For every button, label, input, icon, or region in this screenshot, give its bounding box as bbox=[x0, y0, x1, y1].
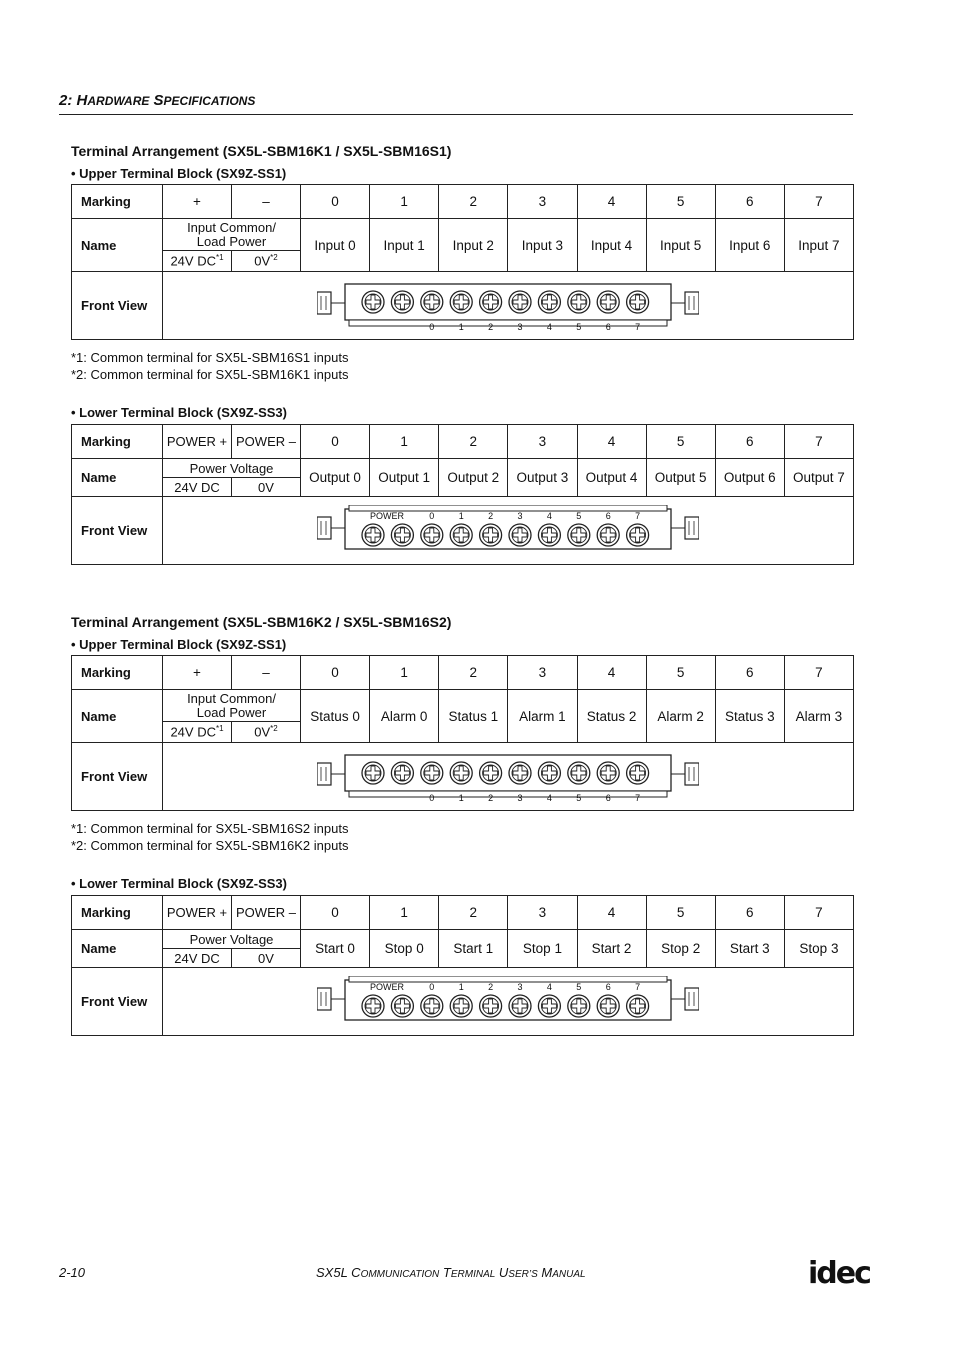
marking-cell: 4 bbox=[577, 185, 646, 219]
block-base bbox=[349, 320, 667, 326]
marking-cell: 5 bbox=[646, 656, 715, 690]
marking-label: Marking bbox=[72, 425, 163, 459]
common-name: Input Common/ Load Power bbox=[163, 219, 301, 251]
power-minus-marking: POWER – bbox=[232, 896, 301, 930]
terminal-number-label: 1 bbox=[458, 321, 464, 332]
name-cell: Output 0 bbox=[301, 459, 370, 497]
marking-cell: 6 bbox=[715, 656, 784, 690]
power-label: POWER bbox=[369, 981, 405, 992]
terminal-number-label: 1 bbox=[458, 510, 464, 521]
name-cell: Output 3 bbox=[508, 459, 577, 497]
terminal-number-label: 2 bbox=[488, 510, 494, 521]
idec-logo: idec bbox=[808, 1256, 870, 1291]
name-cell: Output 1 bbox=[370, 459, 439, 497]
marking-cell: 0 bbox=[301, 425, 370, 459]
front-view-label: Front View bbox=[72, 968, 163, 1036]
terminal-number-label: 4 bbox=[546, 792, 552, 803]
marking-cell: 2 bbox=[439, 896, 508, 930]
section2-title: Terminal Arrangement (SX5L-SBM16K2 / SX5L-SBM16S2) bbox=[71, 614, 452, 630]
marking-cell: 5 bbox=[646, 896, 715, 930]
name-cell: Output 4 bbox=[577, 459, 646, 497]
front-view-cell bbox=[163, 743, 854, 811]
name-cell: Input 4 bbox=[577, 219, 646, 272]
terminal-number-label: 0 bbox=[429, 510, 435, 521]
name-cell: Input 0 bbox=[301, 219, 370, 272]
name-cell: Output 7 bbox=[784, 459, 853, 497]
marking-cell: 7 bbox=[784, 896, 853, 930]
plus-name: 24V DC$^{*1}$ bbox=[163, 251, 232, 272]
terminal-number-label: 0 bbox=[429, 321, 435, 332]
power-plus-marking: POWER + bbox=[163, 425, 232, 459]
front-view-label: Front View bbox=[72, 497, 163, 565]
terminal-number-label: 6 bbox=[605, 510, 611, 521]
terminal-number-label: 7 bbox=[635, 792, 641, 803]
terminal-number-label: 4 bbox=[546, 321, 552, 332]
common-name: Power Voltage bbox=[163, 930, 301, 949]
marking-cell: 6 bbox=[715, 185, 784, 219]
end-clip bbox=[317, 292, 331, 314]
marking-cell: 0 bbox=[301, 896, 370, 930]
terminal-number-label: 5 bbox=[576, 792, 582, 803]
name-cell: Alarm 1 bbox=[508, 690, 577, 743]
end-clip bbox=[317, 763, 331, 785]
block-base bbox=[349, 791, 667, 797]
front-view-label: Front View bbox=[72, 743, 163, 811]
minus-name: 0V bbox=[232, 478, 301, 497]
name-cell: Input 3 bbox=[508, 219, 577, 272]
terminal-number-label: 7 bbox=[635, 981, 641, 992]
end-clip bbox=[317, 988, 331, 1010]
name-cell: Alarm 3 bbox=[784, 690, 853, 743]
marking-cell: 7 bbox=[784, 185, 853, 219]
terminal-number-label: 3 bbox=[517, 792, 523, 803]
marking-cell: 3 bbox=[508, 425, 577, 459]
marking-cell: 6 bbox=[715, 896, 784, 930]
name-cell: Stop 1 bbox=[508, 930, 577, 968]
end-clip bbox=[317, 517, 331, 539]
section1-upper-title: • Upper Terminal Block (SX9Z-SS1) bbox=[71, 166, 287, 181]
terminal-number-label: 7 bbox=[635, 510, 641, 521]
marking-cell: + bbox=[163, 185, 232, 219]
plus-name: 24V DC bbox=[163, 478, 232, 497]
marking-cell: 0 bbox=[301, 185, 370, 219]
section1-title: Terminal Arrangement (SX5L-SBM16K1 / SX5L-SBM16S1) bbox=[71, 143, 452, 159]
terminal-number-label: 6 bbox=[605, 981, 611, 992]
marking-cell: 4 bbox=[577, 896, 646, 930]
name-cell: Status 0 bbox=[301, 690, 370, 743]
plus-name: 24V DC bbox=[163, 949, 232, 968]
name-cell: Status 2 bbox=[577, 690, 646, 743]
terminal-number-label: 6 bbox=[605, 321, 611, 332]
name-cell: Output 5 bbox=[646, 459, 715, 497]
end-clip bbox=[685, 763, 699, 785]
terminal-number-label: 5 bbox=[576, 321, 582, 332]
chapter-heading: 2: HARDWARE SPECIFICATIONS bbox=[59, 92, 256, 109]
name-cell: Stop 3 bbox=[784, 930, 853, 968]
marking-cell: + bbox=[163, 656, 232, 690]
front-view-cell bbox=[163, 272, 854, 340]
minus-name: $0V^{*2}$ bbox=[232, 251, 301, 272]
marking-cell: 1 bbox=[370, 656, 439, 690]
end-clip bbox=[685, 292, 699, 314]
page-number: 2-10 bbox=[59, 1265, 86, 1280]
header-rule bbox=[59, 114, 853, 115]
common-name: Input Common/ Load Power bbox=[163, 690, 301, 722]
name-cell: Input 5 bbox=[646, 219, 715, 272]
name-cell: Stop 2 bbox=[646, 930, 715, 968]
terminal-number-label: 4 bbox=[546, 510, 552, 521]
terminal-number-label: 3 bbox=[517, 321, 523, 332]
upper-terminal-block-diagram bbox=[317, 280, 699, 332]
marking-label: Marking bbox=[72, 185, 163, 219]
name-cell: Start 2 bbox=[577, 930, 646, 968]
marking-cell: 3 bbox=[508, 656, 577, 690]
marking-cell: 2 bbox=[439, 185, 508, 219]
name-cell: Output 2 bbox=[439, 459, 508, 497]
marking-label: Marking bbox=[72, 896, 163, 930]
power-minus-marking: POWER – bbox=[232, 425, 301, 459]
name-label: Name bbox=[72, 459, 163, 497]
section2-upper-title: • Upper Terminal Block (SX9Z-SS1) bbox=[71, 637, 287, 652]
minus-name: $0V^{*2}$ bbox=[232, 722, 301, 743]
section1-upper-table bbox=[71, 184, 854, 340]
terminal-number-label: 3 bbox=[517, 981, 523, 992]
name-label: Name bbox=[72, 219, 163, 272]
terminal-number-label: 1 bbox=[458, 792, 464, 803]
name-cell: Start 3 bbox=[715, 930, 784, 968]
name-label: Name bbox=[72, 930, 163, 968]
common-name: Power Voltage bbox=[163, 459, 301, 478]
section1-lower-title: • Lower Terminal Block (SX9Z-SS3) bbox=[71, 405, 287, 420]
name-cell: Start 1 bbox=[439, 930, 508, 968]
marking-cell: 5 bbox=[646, 425, 715, 459]
manual-title: SX5L COMMUNICATION TERMINAL USER’S MANUAL bbox=[316, 1265, 586, 1280]
marking-cell: 0 bbox=[301, 656, 370, 690]
name-label: Name bbox=[72, 690, 163, 743]
section2-upper-table bbox=[71, 655, 854, 811]
power-plus-marking: POWER + bbox=[163, 896, 232, 930]
marking-cell: 6 bbox=[715, 425, 784, 459]
marking-cell: 1 bbox=[370, 185, 439, 219]
lower-terminal-block-diagram bbox=[317, 976, 699, 1028]
marking-cell: 1 bbox=[370, 896, 439, 930]
upper-terminal-block-diagram bbox=[317, 751, 699, 803]
terminal-number-label: 1 bbox=[458, 981, 464, 992]
marking-cell: – bbox=[232, 656, 301, 690]
marking-cell: 3 bbox=[508, 185, 577, 219]
footnote: *1: Common terminal for SX5L-SBM16S2 inputs bbox=[71, 821, 349, 836]
name-cell: Alarm 0 bbox=[370, 690, 439, 743]
power-label: POWER bbox=[369, 510, 405, 521]
terminal-number-label: 7 bbox=[635, 321, 641, 332]
marking-cell: 3 bbox=[508, 896, 577, 930]
section2-lower-table bbox=[71, 895, 854, 1036]
marking-label: Marking bbox=[72, 656, 163, 690]
terminal-number-label: 0 bbox=[429, 981, 435, 992]
terminal-number-label: 6 bbox=[605, 792, 611, 803]
terminal-number-label: 5 bbox=[576, 981, 582, 992]
name-cell: Input 2 bbox=[439, 219, 508, 272]
marking-cell: 4 bbox=[577, 656, 646, 690]
section2-lower-title: • Lower Terminal Block (SX9Z-SS3) bbox=[71, 876, 287, 891]
name-cell: Output 6 bbox=[715, 459, 784, 497]
marking-cell: 5 bbox=[646, 185, 715, 219]
name-cell: Stop 0 bbox=[370, 930, 439, 968]
name-cell: Input 6 bbox=[715, 219, 784, 272]
terminal-number-label: 3 bbox=[517, 510, 523, 521]
end-clip bbox=[685, 988, 699, 1010]
lower-terminal-block-diagram bbox=[317, 505, 699, 557]
terminal-number-label: 2 bbox=[488, 321, 494, 332]
marking-cell: 1 bbox=[370, 425, 439, 459]
marking-cell: 4 bbox=[577, 425, 646, 459]
marking-cell: – bbox=[232, 185, 301, 219]
name-cell: Alarm 2 bbox=[646, 690, 715, 743]
footnote: *2: Common terminal for SX5L-SBM16K1 inputs bbox=[71, 367, 349, 382]
front-view-cell bbox=[163, 968, 854, 1036]
name-cell: Status 1 bbox=[439, 690, 508, 743]
terminal-number-label: 2 bbox=[488, 981, 494, 992]
name-cell: Input 7 bbox=[784, 219, 853, 272]
terminal-number-label: 0 bbox=[429, 792, 435, 803]
footnote: *1: Common terminal for SX5L-SBM16S1 inputs bbox=[71, 350, 349, 365]
name-cell: Input 1 bbox=[370, 219, 439, 272]
front-view-cell bbox=[163, 497, 854, 565]
end-clip bbox=[685, 517, 699, 539]
section1-lower-table bbox=[71, 424, 854, 565]
terminal-number-label: 5 bbox=[576, 510, 582, 521]
minus-name: 0V bbox=[232, 949, 301, 968]
marking-cell: 2 bbox=[439, 425, 508, 459]
name-cell: Start 0 bbox=[301, 930, 370, 968]
terminal-number-label: 4 bbox=[546, 981, 552, 992]
front-view-label: Front View bbox=[72, 272, 163, 340]
marking-cell: 7 bbox=[784, 425, 853, 459]
plus-name: 24V DC$^{*1}$ bbox=[163, 722, 232, 743]
name-cell: Status 3 bbox=[715, 690, 784, 743]
marking-cell: 2 bbox=[439, 656, 508, 690]
footnote: *2: Common terminal for SX5L-SBM16K2 inputs bbox=[71, 838, 349, 853]
terminal-number-label: 2 bbox=[488, 792, 494, 803]
marking-cell: 7 bbox=[784, 656, 853, 690]
